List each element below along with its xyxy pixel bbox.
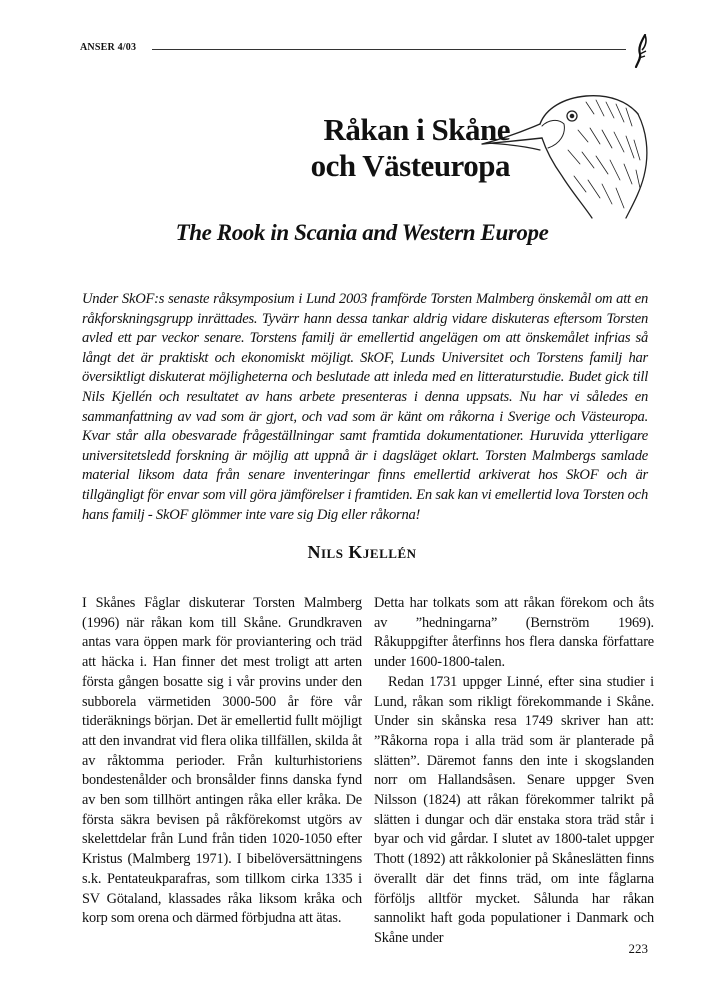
journal-issue: ANSER 4/03	[80, 42, 137, 53]
body-column-right	[374, 594, 654, 949]
paragraph: I Skånes Fåglar diskuterar Torsten Malmberg (1996) när råkan kom till Skåne. Grundkraven antas vara öppen mark för proviantering och träd att häcka i. Han finner det mest troligt att arten första gången bosatte sig i vår provins under den subborela värmetiden 3000-500 år före vår tideräknings början. Det är emellertid fullt möjligt att den invandrat vid flera olika tillfällen, skilda åt av råktomma perioder. Från kulturhistoriens bondestenålder och bronsålder finns danska fynd av ben som tillhört antingen råka eller kråka. De första säkra bevisen på råkförekomst utgörs av skelettdelar från Lund från tiden 1020-1050 efter Kristus (Malmberg 1971). I bibelöversättningens s.k. Pentateukparafras, som tillkom cirka 1335 i SV Götaland, klassades råka liksom kråka och korp som orena och därmed förbjudna att ätas.	[82, 595, 362, 927]
title-line-1: Råkan i Skåne	[323, 112, 510, 147]
article-subtitle: The Rook in Scania and Western Europe	[175, 220, 549, 245]
author-name: Nils Kjellén	[307, 542, 417, 562]
article-title	[170, 112, 510, 184]
header-rule	[152, 49, 626, 50]
paragraph: Detta har tolkats som att råkan förekom och åts av ”hedningarna” (Bernström 1969). Råkuppgifter återfinns hos flera danska författare under 1600-1800-talen.	[374, 595, 654, 671]
paragraph: Redan 1731 uppger Linné, efter sina studier i Lund, råkan som rikligt förekommande i Skåne. Under sin skånska resa 1749 skriver han att: ”Råkorna ropa i alla träd som är planterade på slätten”. Däremot fanns den inte i skogslanden norr om Hallandsåsen. Senare uppger Sven Nilsson (1824) att råkan förekommer talrikt på slätten i dungar och där enstaka stora träd står i byar och vid gårdar. I slutet av 1800-talet uppger Thott (1892) att råkkolonier på Skåneslätten finns överallt där det finns träd, om inte fåglarna förföljs alltför mycket. Sålunda har råkan sannolikt haft goda populationer i Danmark och Skåne under	[374, 673, 654, 946]
body-column-left	[82, 594, 362, 929]
feather-mark-icon	[634, 34, 650, 68]
running-header	[80, 40, 640, 60]
title-line-2: och Västeuropa	[310, 148, 510, 183]
abstract: Under SkOF:s senaste råksymposium i Lund 2003 framförde Torsten Malmberg önskemål om att en råkforskningsgrupp inrättades. Tyvärr hann dessa tankar aldrig vidare diskuteras eftersom Torsten avled ett par veckor senare. Torstens familj är emellertid angelägen om att önskemålet infrias så långt det är praktiskt och ekonomiskt möjligt. SkOF, Lunds Universitet och Torstens familj har översiktligt diskuterat möjligheterna och beslutade att inleda med en litteraturstudie. Budet gick till Nils Kjellén och resultatet av hans arbete presenteras i denna uppsats. Nu har vi således en sammanfattning av vad som är gjort, och vad som är känt om råkorna i Sverige och Västeuropa. Kvar står alla obesvarade frågeställningar samt framtida dokumentationer. Huruvida ytterligare universitetsledd forskning är möjlig att uppnå är i dagsläget oklart. Torsten Malmbergs samlade material liksom data från senare inventeringar finns emellertid arkiverat hos SkOF och är tillgängligt för envar som vill göra jämförelser i framtiden. En sak kan vi emellertid lova Torsten och hans familj - SkOF glömmer inte vare sig Dig eller råkorna!	[82, 291, 648, 523]
page-number: 223	[628, 941, 648, 956]
